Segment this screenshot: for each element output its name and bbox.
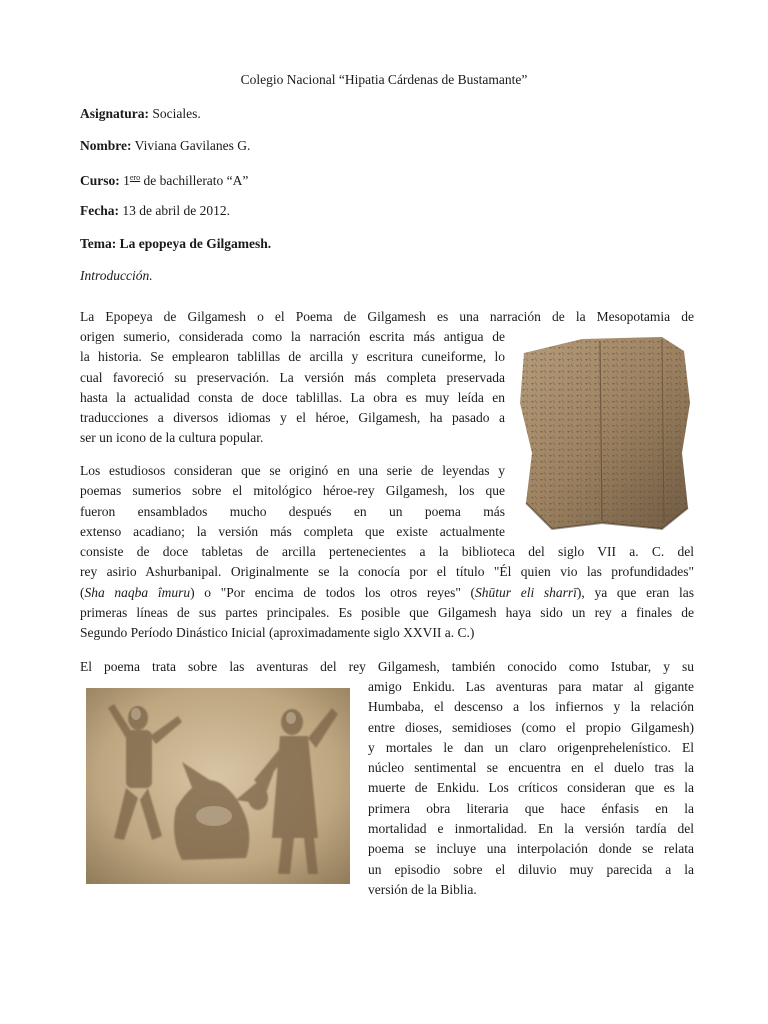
paragraph-2-line-7 [80, 583, 694, 603]
paragraph-3-body [368, 677, 694, 900]
subject-value: Sociales. [152, 106, 201, 121]
paragraph-3-line-1: El poema trata sobre las aventuras del rey Gilgamesh, también conocido como Istubar, y su [80, 659, 694, 674]
date-label: Fecha: [80, 203, 119, 218]
name-line [80, 136, 250, 156]
paragraph-1-line-6: traducciones a diversos idiomas y el héroe, Gilgamesh, ha pasado a [80, 410, 505, 426]
paragraph-1-line-7: ser un icono de la cultura popular. [80, 430, 264, 446]
paragraph-2-line-2: poemas sumerios sobre el mitológico héroe-rey Gilgamesh, los que [80, 483, 505, 499]
course-value: de bachillerato “A” [143, 173, 249, 188]
line7-middle: ) o "Por encima de todos los otros reyes" ( [190, 584, 476, 600]
paragraph-1-body [80, 327, 505, 449]
paragraph-3-first-line [80, 657, 694, 677]
paragraph-1-line-1: La Epopeya de Gilgamesh o el Poema de Gilgamesh es una narración de la Mesopotamia de [80, 309, 694, 324]
date-value: 13 de abril de 2012. [122, 203, 230, 218]
name-value: Viviana Gavilanes G. [134, 138, 251, 153]
gilgamesh-relief-image [86, 688, 350, 884]
paragraph-3-line-8: primera obra literaria que hace énfasis en la [368, 800, 694, 816]
paragraph-2-line-3: fueron ensamblados mucho después en un poema más [80, 503, 505, 519]
paragraph-2-wide [80, 542, 694, 643]
subject-line [80, 104, 201, 124]
paragraph-3-line-3: Humbaba, el descenso a los infiernos y la relación [368, 699, 694, 715]
course-number: 1 [123, 173, 130, 188]
paragraph-1-line-2: origen sumerio, considerada como la narración escrita más antigua de [80, 329, 505, 344]
paragraph-1-first-line [80, 307, 694, 327]
paragraph-3-line-11: un episodio sobre el diluvio muy parecida a la [368, 861, 694, 877]
subject-label: Asignatura: [80, 106, 150, 121]
school-title: Colegio Nacional “Hipatia Cárdenas de Bustamante” [240, 72, 528, 87]
paragraph-2-line-1: Los estudiosos consideran que se originó en una serie de leyendas y [80, 463, 505, 478]
topic-line [80, 234, 271, 254]
paragraph-3-line-9: mortalidad e inmortalidad. En la versión tardía del [368, 821, 694, 837]
paragraph-1-line-5: hasta la actualidad consta de doce tablillas. La obra es muy leída en [80, 389, 505, 405]
intro-heading [80, 266, 153, 286]
paragraph-2-line-5: consiste de doce tabletas de arcilla pertenecientes a la biblioteca del siglo VII a. C. del [80, 544, 694, 559]
paragraph-2-line-9: Segundo Período Dinástico Inicial (aproximadamente siglo XXVII a. C.) [80, 625, 475, 641]
paren-open: ( [80, 584, 85, 600]
topic-heading: Tema: La epopeya de Gilgamesh. [80, 236, 272, 251]
paragraph-2-narrow [80, 461, 505, 542]
paragraph-3-line-7: muerte de Enkidu. Los críticos consideran que es la [368, 780, 694, 796]
paragraph-3-line-5: y mortales le dan un claro origenprehelenístico. El [368, 739, 694, 755]
intro-heading-text: Introducción. [80, 268, 153, 283]
paragraph-3-line-10: poema se incluye una interpolación donde se relata [368, 841, 694, 857]
paragraph-3-line-6: núcleo sentimental se encuentra en el duelo tras la [368, 760, 694, 776]
line7-end: ), ya que eran las [576, 584, 694, 600]
paragraph-3-line-2: amigo Enkidu. Las aventuras para matar al gigante [368, 679, 694, 694]
paragraph-2-line-8: primeras líneas de sus partes principales. Es posible que Gilgamesh haya sido un rey a finales de [80, 604, 694, 620]
paragraph-2-line-4: extenso acadiano; la versión más completa que existe actualmente [80, 523, 505, 539]
paragraph-2-line-6: rey asirio Ashurbanipal. Originalmente se la conocía por el título "Él quien vio las profundidades" [80, 564, 694, 580]
title-shutur: Shūtur eli sharrī [475, 584, 577, 600]
course-superscript: ero [129, 173, 141, 182]
cuneiform-tablet-image [512, 333, 694, 533]
paragraph-3-line-12: versión de la Biblia. [368, 881, 477, 897]
paragraph-3-line-4: entre dioses, semidioses (como el propio Gilgamesh) [368, 719, 694, 735]
name-label: Nombre: [80, 138, 132, 153]
paragraph-1-line-3: la historia. Se emplearon tablillas de arcilla y escritura cuneiforme, lo [80, 349, 505, 365]
course-label: Curso: [80, 173, 120, 188]
title-sha-naqba: Sha naqba îmuru [84, 584, 191, 600]
course-line [80, 168, 248, 191]
paragraph-1-line-4: cual favoreció su preservación. La versión más completa preservada [80, 369, 505, 385]
date-line [80, 201, 230, 221]
